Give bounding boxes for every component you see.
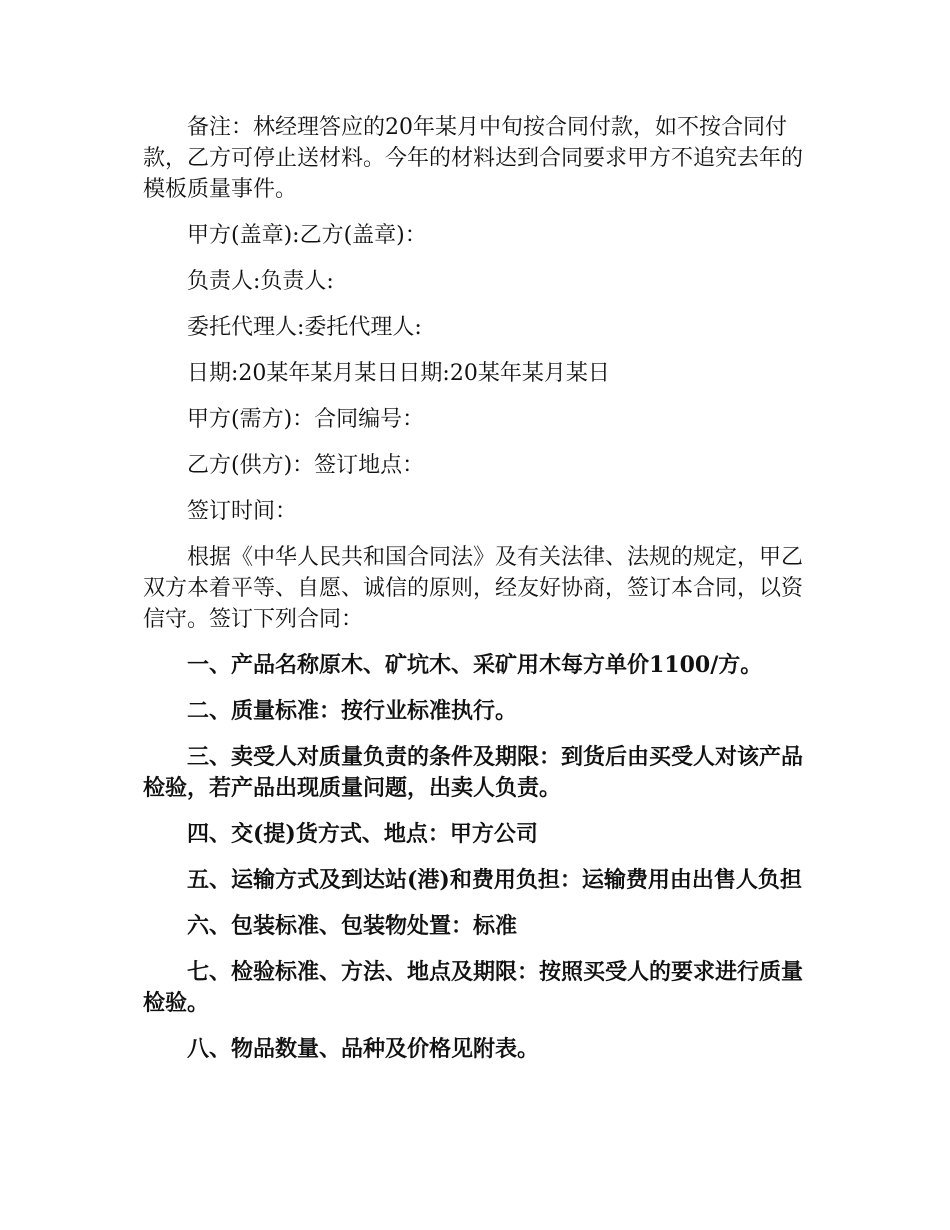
party-a-line: 甲方(需方)：合同编号： — [187, 407, 425, 432]
party-b-line: 乙方(供方)：签订地点： — [187, 453, 425, 478]
note-paragraph: 备注：林经理答应的20年某月中旬按合同付款，如不按合同付款，乙方可停止送材料。今年的材料达到合同要求甲方不追究去年的模板质量事件。 — [143, 115, 804, 202]
responsible-person-line: 负责人:负责人: — [187, 269, 334, 294]
agent-line: 委托代理人:委托代理人: — [187, 315, 422, 340]
clause-1: 一、产品名称原木、矿坑木、采矿用木每方单价1100/方。 — [187, 652, 763, 678]
date-line: 日期:20某年某月某日日期:20某年某月某日 — [187, 361, 610, 386]
clause-6: 六、包装标准、包装物处置：标准 — [187, 913, 518, 939]
clause-3: 三、卖受人对质量负责的条件及期限：到货后由买受人对该产品检验，若产品出现质量问题，出卖人负责。 — [143, 744, 804, 801]
clause-8: 八、物品数量、品种及价格见附表。 — [187, 1036, 540, 1062]
clause-2: 二、质量标准：按行业标准执行。 — [187, 698, 518, 724]
signing-time-line: 签订时间： — [187, 499, 298, 524]
preamble-paragraph: 根据《中华人民共和国合同法》及有关法律、法规的规定，甲乙双方本着平等、自愿、诚信的原则，经友好协商，签订本合同，以资信守。签订下列合同： — [143, 545, 804, 632]
clause-7: 七、检验标准、方法、地点及期限：按照买受人的要求进行质量检验。 — [143, 959, 804, 1016]
clause-5: 五、运输方式及到达站(港)和费用负担：运输费用由出售人负担 — [187, 867, 802, 893]
document-page — [143, 112, 815, 1080]
clause-4: 四、交(提)货方式、地点：甲方公司 — [187, 821, 538, 847]
party-seal-line: 甲方(盖章):乙方(盖章)： — [187, 223, 427, 248]
